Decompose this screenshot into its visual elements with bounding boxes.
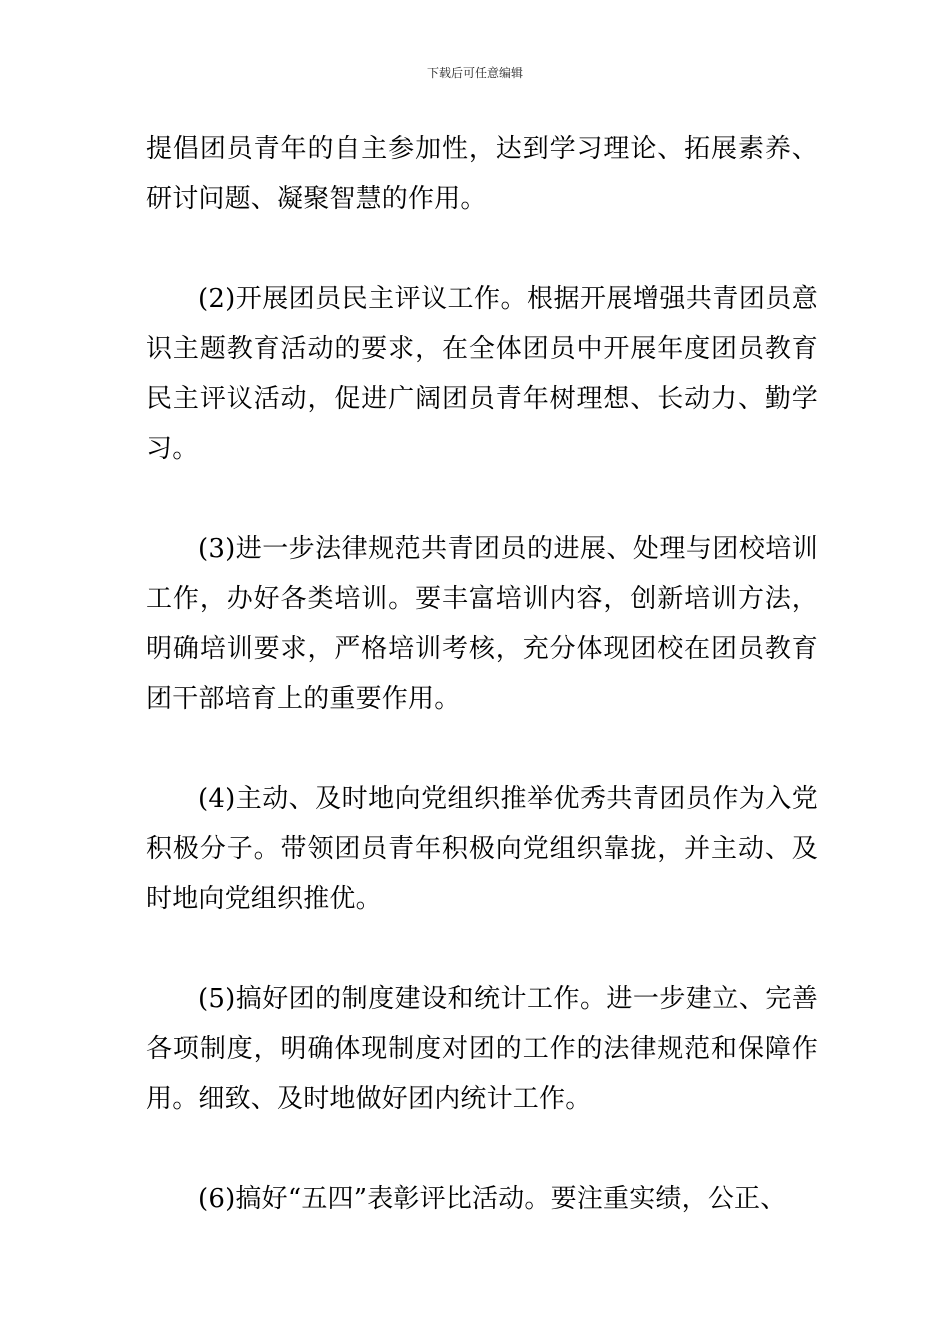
paragraph-gap (146, 724, 818, 774)
document-body (146, 124, 818, 1224)
paragraph-gap (146, 474, 818, 524)
paragraph-gap (146, 924, 818, 974)
paragraph-1: 提倡团员青年的自主参加性，达到学习理论、拓展素养、研讨问题、凝聚智慧的作用。 (146, 134, 818, 214)
page-header: 下载后可任意编辑 (426, 66, 523, 80)
paragraph-4: (4)主动、及时地向党组织推举优秀共青团员作为入党积极分子。带领团员青年积极向党组织靠拢，并主动、及时地向党组织推优。 (146, 784, 818, 914)
paragraph-3: (3)进一步法律规范共青团员的进展、处理与团校培训工作，办好各类培训。要丰富培训内容，创新培训方法，明确培训要求，严格培训考核，充分体现团校在团员教育团干部培育上的重要作用。 (146, 534, 818, 714)
paragraph-5: (5)搞好团的制度建设和统计工作。进一步建立、完善各项制度，明确体现制度对团的工作的法律规范和保障作用。细致、及时地做好团内统计工作。 (146, 984, 818, 1114)
paragraph-6: (6)搞好“五四”表彰评比活动。要注重实绩，公正、 (198, 1184, 787, 1214)
paragraph-2: (2)开展团员民主评议工作。根据开展增强共青团员意识主题教育活动的要求，在全体团员中开展年度团员教育民主评议活动，促进广阔团员青年树理想、长动力、勤学习。 (146, 284, 818, 464)
paragraph-gap (146, 1124, 818, 1174)
paragraph-gap (146, 224, 818, 274)
